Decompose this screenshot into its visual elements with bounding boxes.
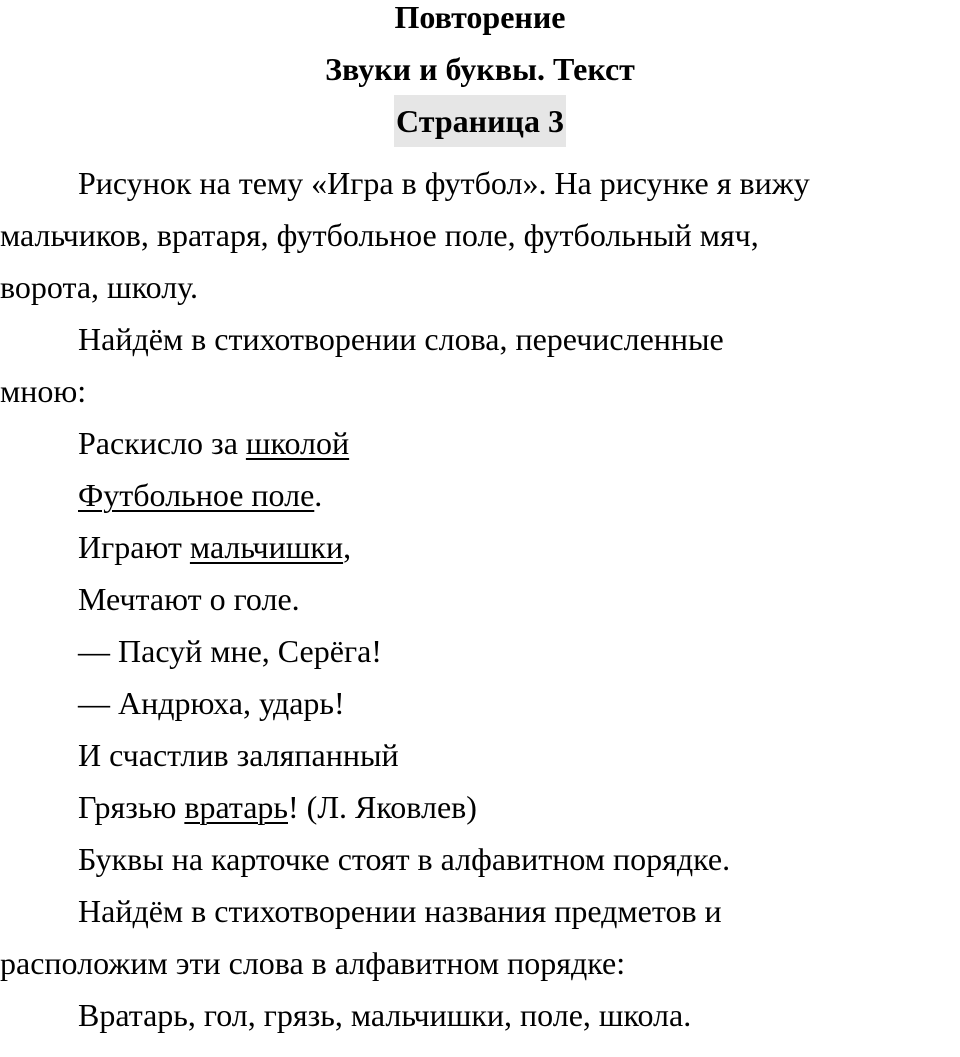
poem-line8-attribution: ! (Л. Яковлев) bbox=[288, 789, 477, 825]
poem-line1 bbox=[0, 417, 960, 469]
paragraph1-line1: Рисунок на тему «Игра в футбол». На рисунке я вижу bbox=[78, 165, 810, 201]
poem-line8-text: Грязью bbox=[78, 789, 185, 825]
poem-line2 bbox=[0, 469, 960, 521]
poem-line3 bbox=[0, 521, 960, 573]
poem-line3-punct: , bbox=[343, 529, 352, 565]
underlined-word-futbolnoe-pole: Футбольное поле bbox=[78, 477, 315, 513]
paragraph1-line3: ворота, школу. bbox=[0, 269, 198, 305]
paragraph4-line2: расположим эти слова в алфавитном порядке: bbox=[0, 945, 626, 981]
poem-line8 bbox=[0, 781, 960, 833]
page-label-line bbox=[0, 95, 960, 147]
paragraph2-line2: мною: bbox=[0, 373, 87, 409]
poem-line7: И счастлив заляпанный bbox=[78, 737, 399, 773]
answer-line: Вратарь, гол, грязь, мальчишки, поле, школа. bbox=[78, 997, 692, 1033]
paragraph2-line1: Найдём в стихотворении слова, перечисленные bbox=[78, 321, 724, 357]
poem-line2-punct: . bbox=[314, 477, 323, 513]
page-label: Страница 3 bbox=[394, 95, 566, 147]
poem-line1-text: Раскисло за bbox=[78, 425, 246, 461]
poem-line4: Мечтают о голе. bbox=[78, 581, 300, 617]
paragraph4-line1: Найдём в стихотворении названия предметов и bbox=[78, 893, 722, 929]
paragraph1-line2: мальчиков, вратаря, футбольное поле, футбольный мяч, bbox=[0, 217, 759, 253]
section-title: Повторение bbox=[394, 0, 566, 35]
underlined-word-malchishki: мальчишки bbox=[189, 529, 344, 565]
topic-title: Звуки и буквы. Текст bbox=[325, 51, 635, 87]
poem-line3-text: Играют bbox=[78, 529, 190, 565]
poem-line6: — Андрюха, ударь! bbox=[78, 685, 345, 721]
document-body bbox=[0, 157, 960, 1041]
underlined-word-vratar: вратарь bbox=[184, 789, 288, 825]
paragraph3-line1: Буквы на карточке стоят в алфавитном порядке. bbox=[78, 841, 731, 877]
underlined-word-shkoloy: школой bbox=[245, 425, 350, 461]
poem-line5: — Пасуй мне, Серёга! bbox=[78, 633, 382, 669]
page-header bbox=[0, 0, 960, 147]
